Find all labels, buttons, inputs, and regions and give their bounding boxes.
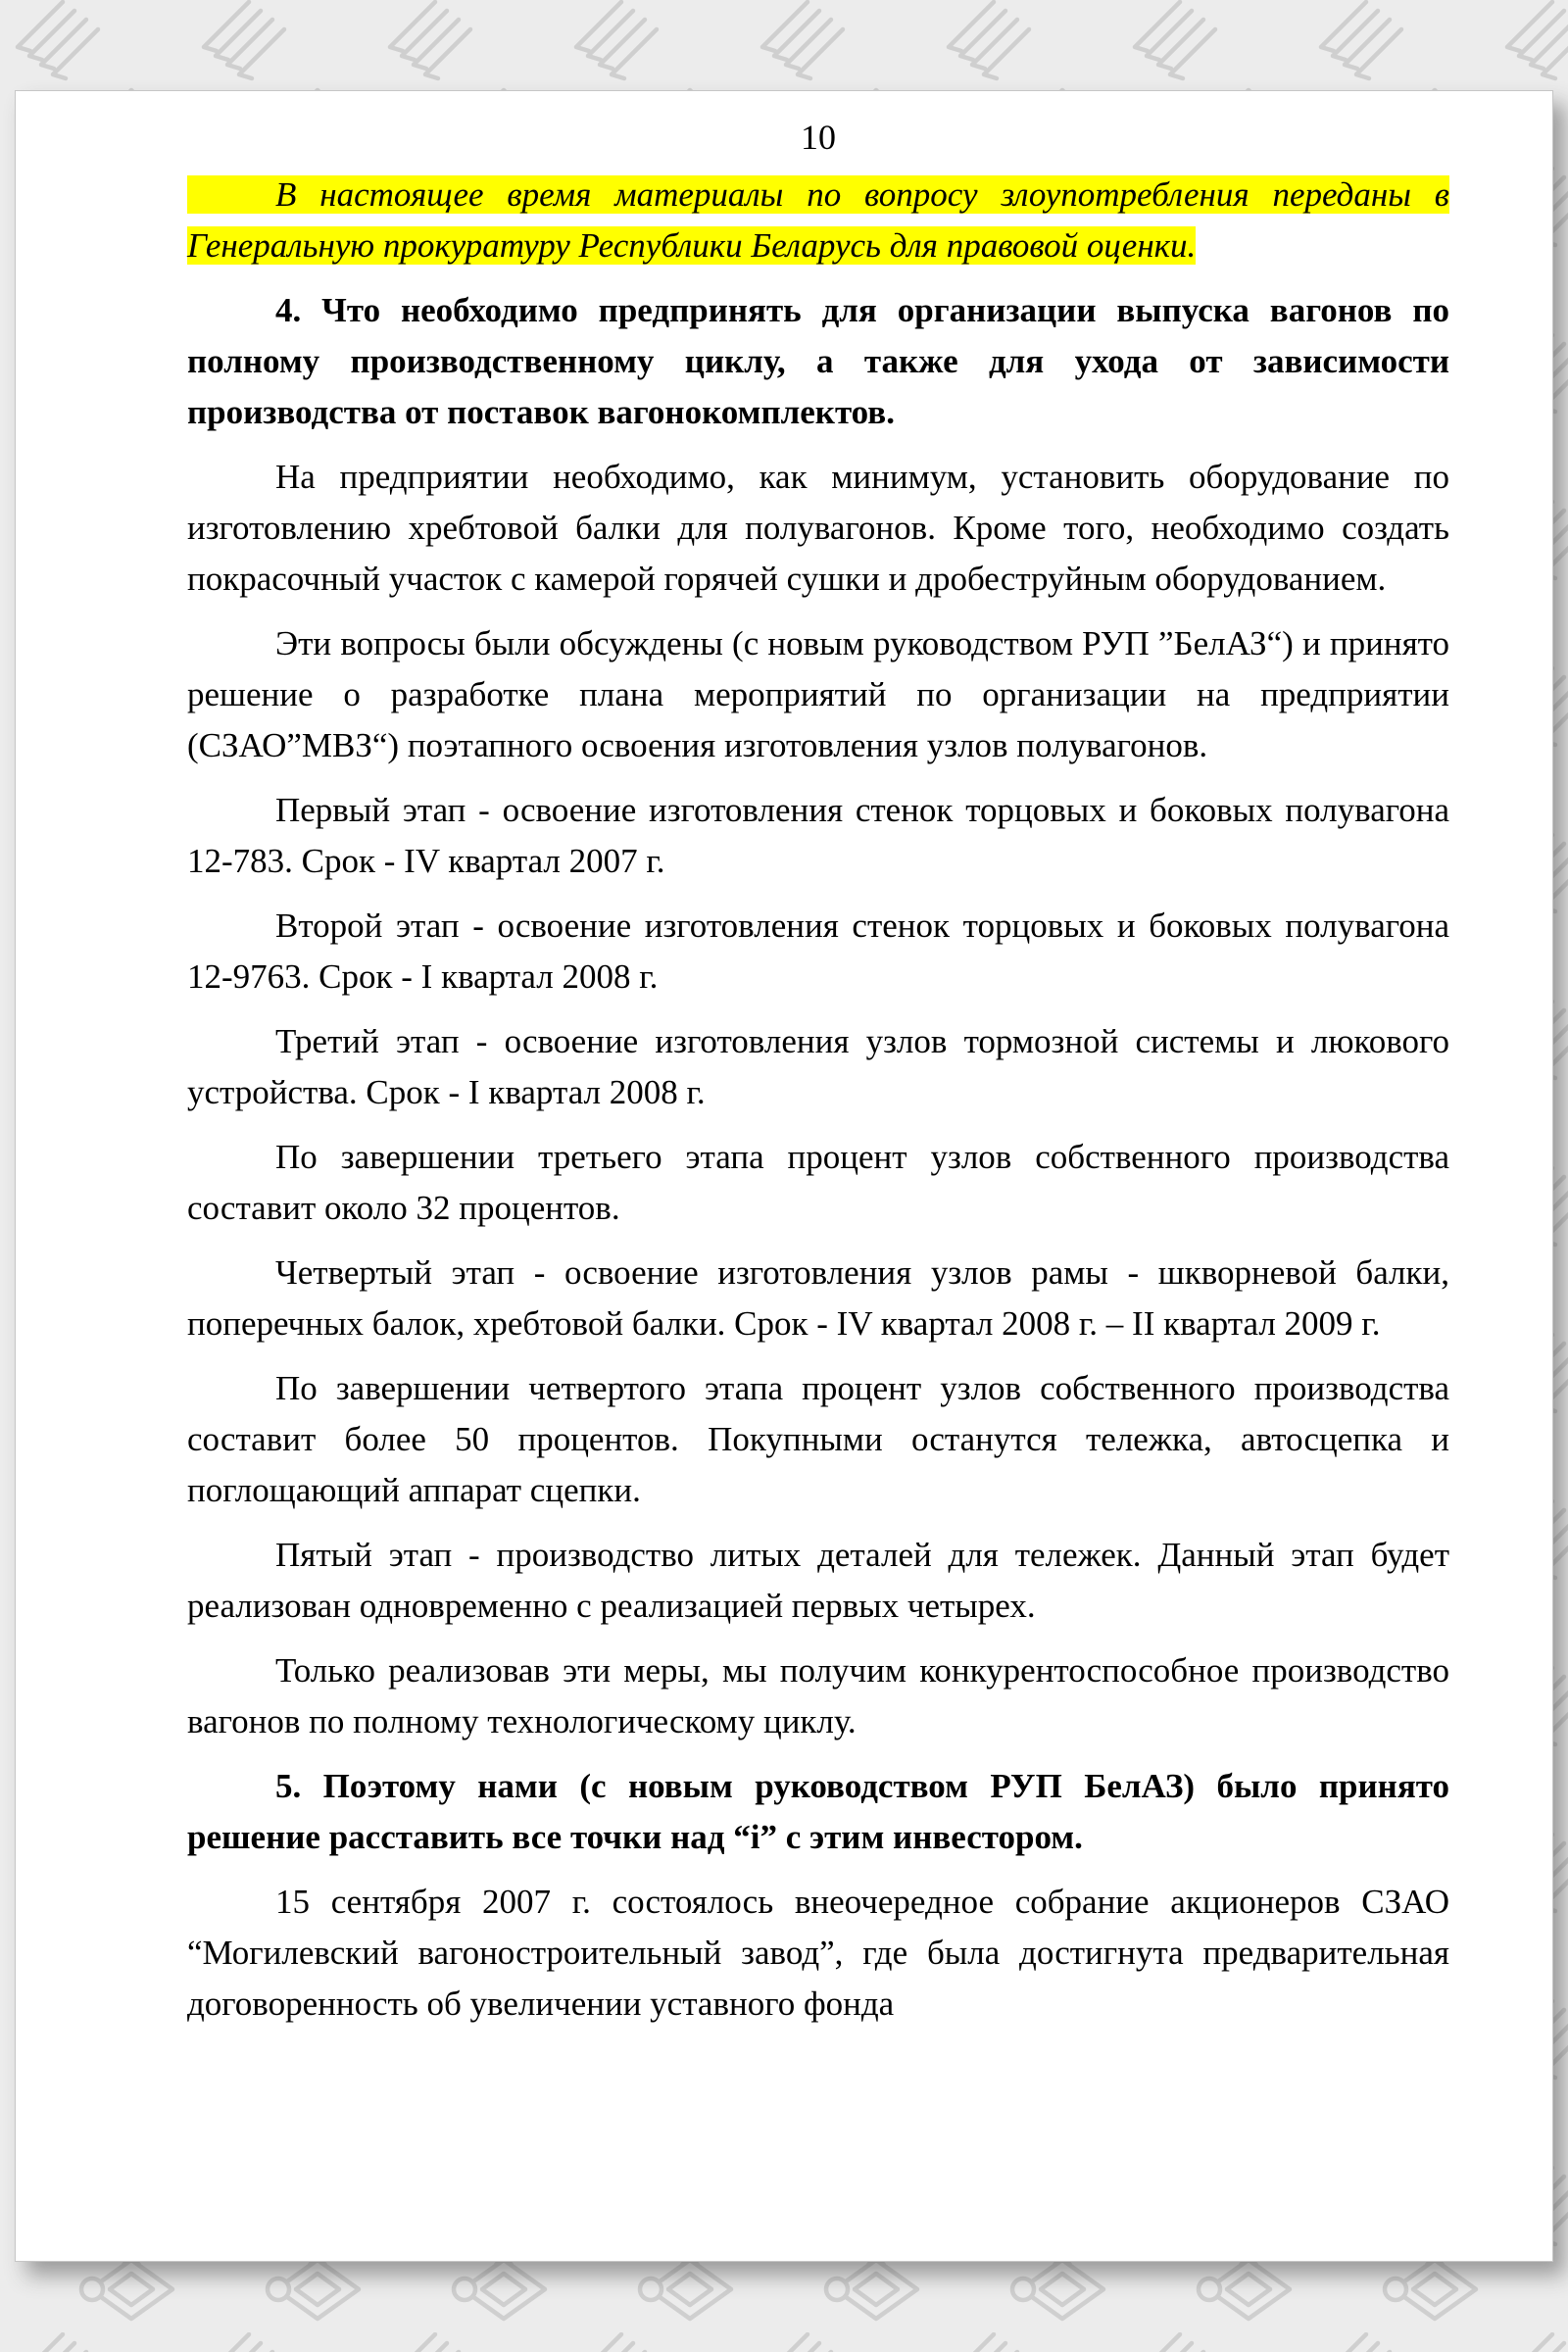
paragraph-stage-2: Второй этап - освоение изготовления стенок торцовых и боковых полувагона 12-9763. Срок - I квартал 2008 г. xyxy=(187,906,1449,996)
document-page xyxy=(15,90,1553,2262)
paragraph-stage-4: Четвертый этап - освоение изготовления узлов рамы - шкворневой балки, поперечных балок, хребтовой балки. Срок - IV квартал 2008 г. – II квартал 2009 г. xyxy=(187,1253,1449,1343)
paragraph-equipment: На предприятии необходимо, как минимум, установить оборудование по изготовлению хребтовой балки для полувагонов. Кроме того, необходимо создать покрасочный участок с камерой горячей сушки и дробеструйным оборудованием. xyxy=(187,458,1449,598)
paragraph-highlighted xyxy=(187,170,1449,271)
paragraph-meeting: 15 сентября 2007 г. состоялось внеочередное собрание акционеров СЗАО “Могилевский вагоностроительный завод”, где была достигнута предварительная договоренность об увеличении уставного фонда xyxy=(187,1883,1449,2023)
heading-section-4: 4. Что необходимо предпринять для организации выпуска вагонов по полному производственному циклу, а также для ухода от зависимости производства от поставок вагонокомплектов. xyxy=(187,291,1449,431)
paragraph-discussion: Эти вопросы были обсуждены (с новым руководством РУП ”БелАЗ“) и принято решение о разработке плана мероприятий по организации на предприятии (СЗАО”МВЗ“) поэтапного освоения изготовления узлов полувагонов. xyxy=(187,624,1449,764)
paragraph-stage-5: Пятый этап - производство литых деталей для тележек. Данный этап будет реализован одновременно с реализацией первых четырех. xyxy=(187,1536,1449,1625)
paragraph-after-stage-4: По завершении четвертого этапа процент узлов собственного производства составит более 50 процентов. Покупными останутся тележка, автосцепка и поглощающий аппарат сцепки. xyxy=(187,1369,1449,1509)
highlight-mark xyxy=(187,175,1449,265)
paragraph-stage-1: Первый этап - освоение изготовления стенок торцовых и боковых полувагона 12-783. Срок - IV квартал 2007 г. xyxy=(187,791,1449,880)
paragraph-conclusion: Только реализовав эти меры, мы получим конкурентоспособное производство вагонов по полному технологическому циклу. xyxy=(187,1651,1449,1740)
paragraph-stage-3: Третий этап - освоение изготовления узлов тормозной системы и люкового устройства. Срок - I квартал 2008 г. xyxy=(187,1022,1449,1111)
highlighted-text: В настоящее время материалы по вопросу злоупотребления переданы в Генеральную прокуратуру Республики Беларусь для правовой оценки. xyxy=(187,175,1449,265)
paragraph-after-stage-3: По завершении третьего этапа процент узлов собственного производства составит около 32 процентов. xyxy=(187,1138,1449,1227)
heading-section-5: 5. Поэтому нами (с новым руководством РУП БелАЗ) было принято решение расставить все точки над “i” с этим инвестором. xyxy=(187,1767,1449,1856)
page-number: 10 xyxy=(801,118,836,157)
